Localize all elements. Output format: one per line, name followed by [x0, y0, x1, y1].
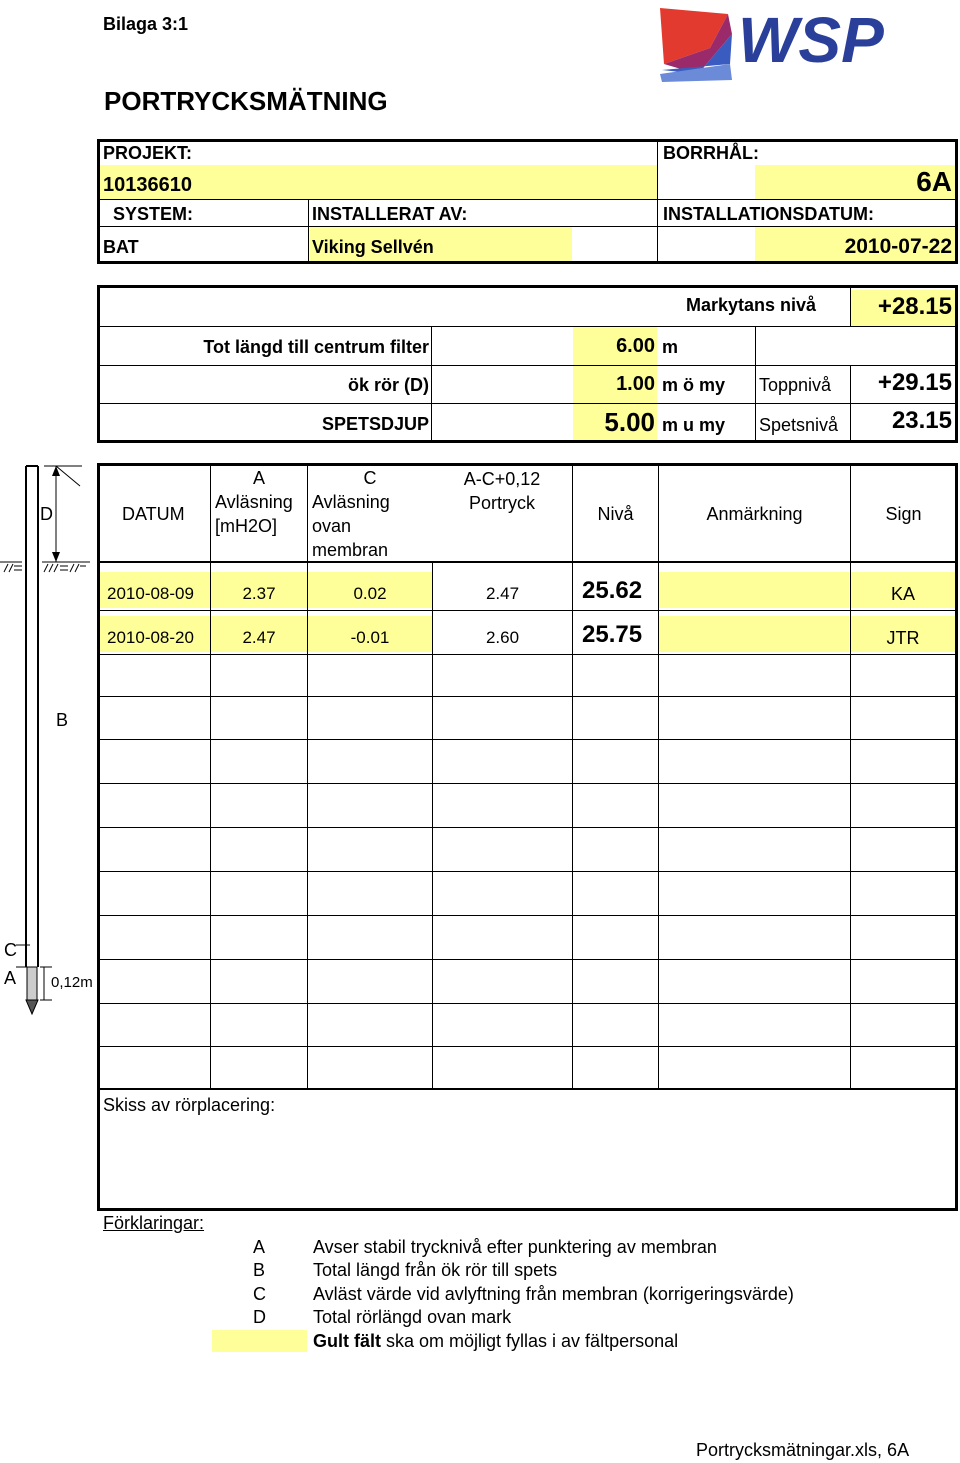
legend-key-b: B — [253, 1260, 266, 1280]
ok-ror-label: ök rör (D) — [348, 375, 429, 395]
col-header-portryck: Portryck — [468, 493, 535, 513]
legend-text-d: Total rörlängd ovan mark — [313, 1307, 512, 1327]
spetsniva-value: 23.15 — [891, 407, 952, 434]
sketch-label-a: A — [4, 968, 17, 988]
col-header-c-membran: membran — [312, 540, 389, 560]
tot-langd-unit: m — [662, 337, 679, 357]
sketch-label-d: D — [40, 504, 53, 524]
system-value: BAT — [103, 237, 139, 257]
sketch-label-b: B — [56, 710, 69, 730]
legend-title: Förklaringar: — [103, 1213, 205, 1233]
logo-text: WSP — [738, 4, 884, 76]
toppniva-value: +29.15 — [877, 369, 952, 396]
legend-key-a: A — [253, 1237, 266, 1257]
legend-yellow-swatch — [212, 1330, 307, 1352]
installdatum-label: INSTALLATIONSDATUM: — [663, 204, 874, 224]
system-label: SYSTEM: — [113, 204, 194, 224]
footer-filename: Portrycksmätningar.xls, 6A — [696, 1440, 910, 1460]
row1-c: 0.02 — [353, 584, 387, 603]
row1-portryck: 2.47 — [485, 584, 520, 603]
col-header-c-ovan: ovan — [312, 516, 352, 536]
wsp-logo — [658, 4, 923, 82]
row1-niva: 25.62 — [582, 577, 643, 604]
row2-niva: 25.75 — [582, 621, 643, 648]
page-title: PORTRYCKSMÄTNING — [104, 86, 388, 116]
col-header-c-label: Avläsning — [312, 492, 390, 512]
col-header-a-label: Avläsning — [215, 492, 293, 512]
row2-sign: JTR — [886, 628, 920, 648]
projekt-value: 10136610 — [103, 174, 192, 196]
sketch-label-c: C — [4, 940, 17, 960]
legend-text-a: Avser stabil trycknivå efter punktering av membran — [313, 1237, 717, 1257]
spetsdjup-value: 5.00 — [604, 407, 655, 437]
skiss-label: Skiss av rörplacering: — [103, 1095, 276, 1115]
projekt-label: PROJEKT: — [103, 143, 193, 163]
spetsdjup-unit: m u my — [662, 415, 726, 435]
col-header-sign: Sign — [885, 504, 922, 524]
sketch-filter-dim: 0,12m — [51, 974, 93, 991]
cell-yellow[interactable] — [659, 572, 849, 608]
ok-ror-unit: m ö my — [662, 375, 726, 395]
row1-sign: KA — [890, 584, 915, 604]
legend-key-d: D — [253, 1307, 266, 1327]
row1-datum: 2010-08-09 — [107, 584, 194, 603]
appendix-label: Bilaga 3:1 — [103, 14, 189, 34]
legend-key-c: C — [253, 1284, 266, 1304]
borrhal-value: 6A — [916, 166, 952, 197]
row2-datum: 2010-08-20 — [107, 628, 194, 647]
installerat-value: Viking Sellvén — [312, 237, 434, 257]
spetsdjup-label: SPETSDJUP — [321, 414, 429, 434]
col-header-ac-formula: A-C+0,12 — [463, 469, 541, 489]
markytans-label: Markytans nivå — [686, 295, 817, 315]
col-header-c-key: C — [363, 468, 377, 488]
row2-c: -0.01 — [350, 628, 390, 647]
tot-langd-value: 6.00 — [616, 335, 655, 357]
row2-portryck: 2.60 — [485, 628, 520, 647]
col-header-a-key: A — [252, 468, 265, 488]
col-header-anmarkning: Anmärkning — [706, 504, 803, 524]
row1-a: 2.37 — [242, 584, 276, 603]
ok-ror-value: 1.00 — [616, 373, 655, 395]
legend-text-b: Total längd från ök rör till spets — [313, 1260, 558, 1280]
legend-yellow-text: Gult fält ska om möjligt fyllas i av fältpersonal — [313, 1331, 679, 1351]
tot-langd-label: Tot längd till centrum filter — [203, 337, 429, 357]
spetsniva-label: Spetsnivå — [759, 415, 839, 435]
installerat-label: INSTALLERAT AV: — [312, 204, 468, 224]
col-header-niva: Nivå — [597, 504, 634, 524]
borrhal-label: BORRHÅL: — [663, 143, 759, 163]
installdatum-value: 2010-07-22 — [844, 235, 952, 258]
row2-a: 2.47 — [242, 628, 276, 647]
cell-yellow[interactable] — [659, 616, 849, 652]
col-header-datum: DATUM — [122, 504, 185, 524]
pipe-sketch — [0, 462, 100, 1022]
markytans-value: +28.15 — [877, 293, 952, 320]
toppniva-label: Toppnivå — [759, 375, 832, 395]
legend-text-c: Avläst värde vid avlyftning från membran (korrigeringsvärde) — [313, 1284, 794, 1304]
col-header-a-unit: [mH2O] — [215, 516, 278, 536]
